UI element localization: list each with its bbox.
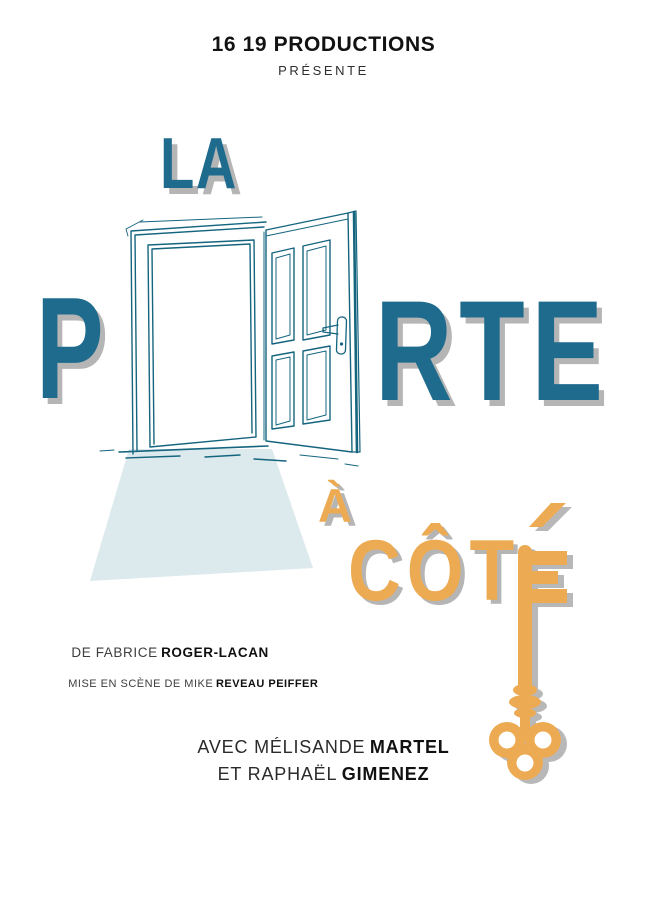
- light-beam-shape: [90, 449, 313, 581]
- director-name: REVEAU PEIFFER: [215, 678, 319, 690]
- director-prefix: MISE EN SCÈNE DE MIKE: [68, 678, 214, 690]
- cast-line1-name: MARTEL: [369, 737, 450, 757]
- presents-label: PRÉSENTE: [278, 63, 369, 78]
- cast-line1-prefix: AVEC MÉLISANDE: [197, 737, 366, 757]
- door-sketch: [100, 211, 360, 466]
- title-letter-p: P: [36, 267, 104, 429]
- cast-block: [0, 734, 647, 788]
- cast-line2-name: GIMENEZ: [341, 764, 430, 784]
- cast-line2-prefix: ET RAPHAËL: [217, 764, 338, 784]
- title-letters-rte: RTE: [375, 272, 610, 431]
- cast-line-1: [0, 734, 647, 761]
- producer-name: 16 19 PRODUCTIONS: [211, 33, 436, 56]
- author-prefix: DE FABRICE: [71, 645, 158, 660]
- title-word-la: LA: [160, 124, 238, 204]
- acute-accent-icon: [529, 503, 566, 527]
- author-name: ROGER-LACAN: [161, 645, 269, 660]
- director-credit: [54, 666, 318, 702]
- cast-line-2: [0, 761, 647, 788]
- title-word-a: À: [318, 479, 352, 532]
- title-letters-cot: CÔT: [348, 523, 521, 619]
